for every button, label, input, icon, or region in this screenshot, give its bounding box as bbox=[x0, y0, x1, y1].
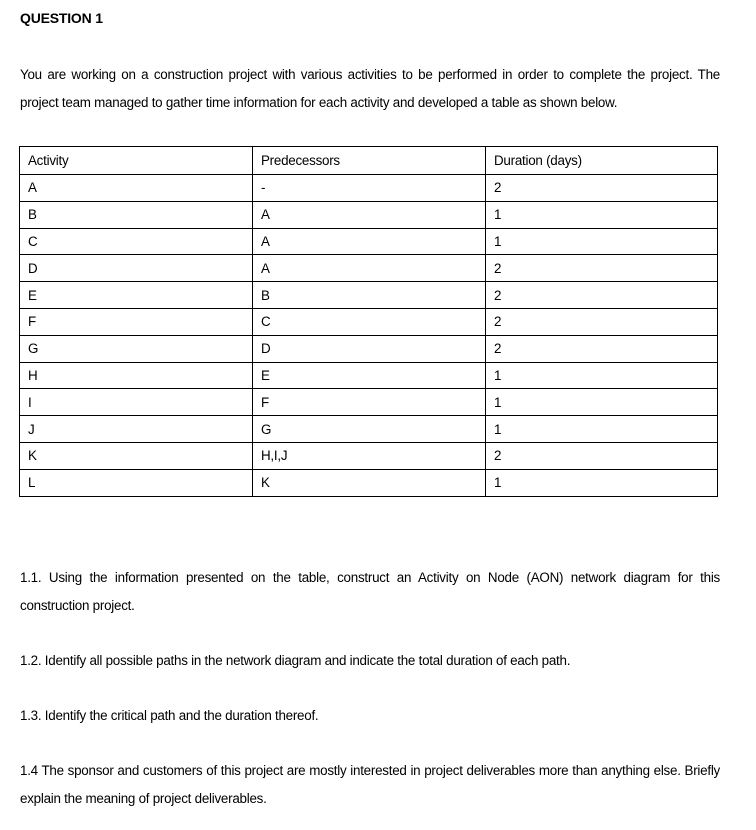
predecessor-cell: A bbox=[253, 228, 486, 255]
activity-cell: H bbox=[20, 362, 253, 389]
header-activity: Activity bbox=[20, 147, 253, 175]
question-1-4: 1.4 The sponsor and customers of this project are mostly interested in project deliverables more than anything else. Briefly explain the meaning of project deliverables. bbox=[20, 763, 720, 806]
predecessor-cell: D bbox=[253, 335, 486, 362]
duration-cell: 1 bbox=[486, 201, 718, 228]
predecessor-cell: C bbox=[253, 308, 486, 335]
predecessor-cell: - bbox=[253, 175, 486, 202]
table-row bbox=[20, 201, 718, 228]
activity-cell: J bbox=[20, 416, 253, 443]
predecessor-cell: E bbox=[253, 362, 486, 389]
duration-cell: 2 bbox=[486, 308, 718, 335]
table-row bbox=[20, 335, 718, 362]
table-row bbox=[20, 282, 718, 309]
activity-cell: D bbox=[20, 255, 253, 282]
activity-cell: G bbox=[20, 335, 253, 362]
duration-cell: 2 bbox=[486, 282, 718, 309]
question-1-3: 1.3. Identify the critical path and the duration thereof. bbox=[20, 708, 319, 723]
duration-cell: 1 bbox=[486, 228, 718, 255]
predecessor-cell: B bbox=[253, 282, 486, 309]
intro-paragraph: You are working on a construction project with various activities to be performed in order to complete the project. The project team managed to gather time information for each activity and developed a table as shown below. bbox=[20, 67, 720, 110]
activity-cell: E bbox=[20, 282, 253, 309]
activity-cell: L bbox=[20, 469, 253, 496]
predecessor-cell: F bbox=[253, 389, 486, 416]
question-1-2: 1.2. Identify all possible paths in the network diagram and indicate the total duration of each path. bbox=[20, 653, 571, 668]
duration-cell: 1 bbox=[486, 416, 718, 443]
table-row bbox=[20, 389, 718, 416]
predecessor-cell: H,I,J bbox=[253, 442, 486, 469]
duration-cell: 2 bbox=[486, 255, 718, 282]
table-row bbox=[20, 416, 718, 443]
activity-cell: B bbox=[20, 201, 253, 228]
header-duration: Duration (days) bbox=[486, 147, 718, 175]
activity-table bbox=[19, 146, 718, 497]
header-predecessors: Predecessors bbox=[253, 147, 486, 175]
activity-cell: A bbox=[20, 175, 253, 202]
table-row bbox=[20, 255, 718, 282]
predecessor-cell: A bbox=[253, 255, 486, 282]
predecessor-cell: A bbox=[253, 201, 486, 228]
table-row bbox=[20, 175, 718, 202]
duration-cell: 2 bbox=[486, 175, 718, 202]
duration-cell: 2 bbox=[486, 335, 718, 362]
question-1-1: 1.1. Using the information presented on the table, construct an Activity on Node (AON) network diagram for this construction project. bbox=[20, 570, 720, 613]
table-row bbox=[20, 362, 718, 389]
table-row bbox=[20, 228, 718, 255]
predecessor-cell: K bbox=[253, 469, 486, 496]
duration-cell: 1 bbox=[486, 389, 718, 416]
activity-cell: C bbox=[20, 228, 253, 255]
duration-cell: 2 bbox=[486, 442, 718, 469]
question-heading: QUESTION 1 bbox=[20, 10, 103, 26]
duration-cell: 1 bbox=[486, 469, 718, 496]
activity-cell: F bbox=[20, 308, 253, 335]
table-row bbox=[20, 442, 718, 469]
predecessor-cell: G bbox=[253, 416, 486, 443]
activity-cell: I bbox=[20, 389, 253, 416]
activity-cell: K bbox=[20, 442, 253, 469]
table-row bbox=[20, 308, 718, 335]
table-row bbox=[20, 469, 718, 496]
duration-cell: 1 bbox=[486, 362, 718, 389]
table-header-row bbox=[20, 147, 718, 175]
